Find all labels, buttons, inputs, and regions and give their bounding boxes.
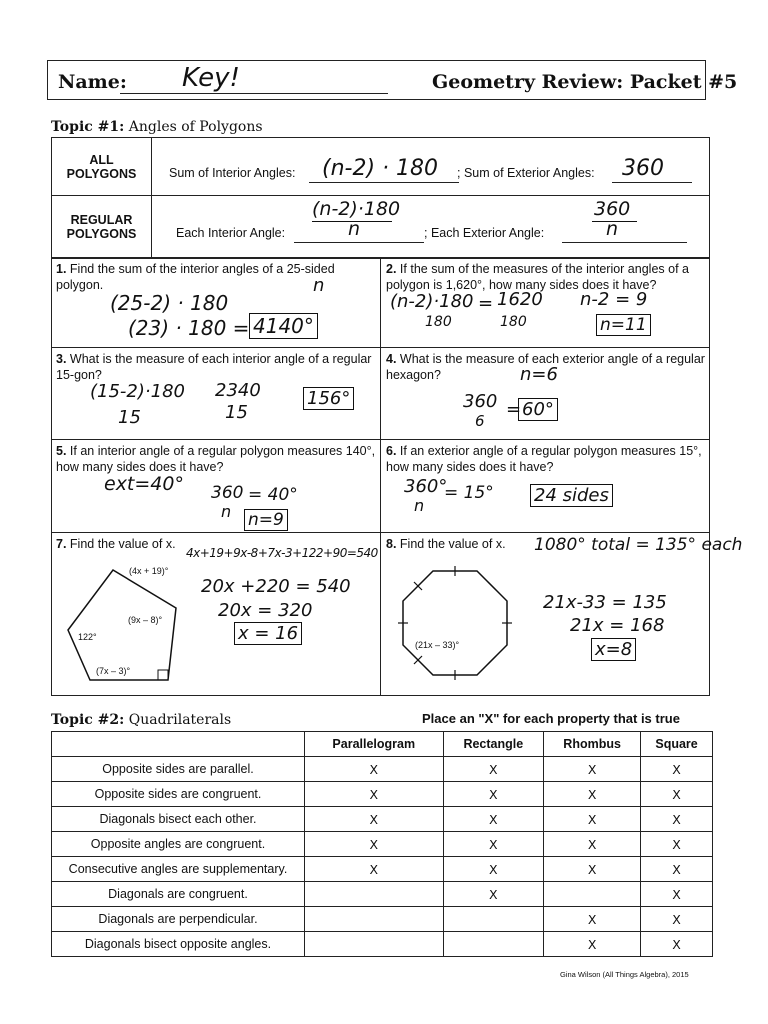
mark-cell: X xyxy=(641,832,713,857)
problem-7-text: Find the value of x. xyxy=(69,537,176,551)
problem-3-work-num: (15-2)·180 xyxy=(90,381,185,402)
problem-2-work-num: (n-2)·180 xyxy=(390,291,474,312)
property-label: Opposite sides are congruent. xyxy=(52,782,305,807)
mark-cell xyxy=(305,932,444,957)
problem-2-answer: n=11 xyxy=(596,314,651,336)
mark-cell: X xyxy=(641,857,713,882)
problem-7-label-c: 122° xyxy=(78,632,97,642)
page-title: Geometry Review: Packet #5 xyxy=(432,71,738,93)
sum-exterior-label: ; Sum of Exterior Angles: xyxy=(457,166,595,180)
topic2-title: Quadrilaterals xyxy=(124,712,232,728)
mark-cell: X xyxy=(544,907,641,932)
column-header-rectangle: Rectangle xyxy=(443,732,544,757)
problem-3-answer: 156° xyxy=(303,387,354,410)
mark-cell: X xyxy=(641,882,713,907)
problem-8-prompt xyxy=(386,536,536,552)
problem-6-answer: 24 sides xyxy=(530,484,613,507)
problem-6-number: 6. xyxy=(386,444,397,458)
mark-cell: X xyxy=(443,832,544,857)
mark-cell: X xyxy=(305,832,444,857)
topic1-title: Angles of Polygons xyxy=(124,119,263,135)
problem-2-work-den: 180 xyxy=(425,314,452,330)
problem-6-work-eq: = 15° xyxy=(444,483,494,503)
name-value: Key! xyxy=(182,63,240,93)
mark-cell: X xyxy=(443,807,544,832)
property-label: Diagonals are congruent. xyxy=(52,882,305,907)
problem-1-work-line2: (23) · 180 = xyxy=(128,316,250,340)
problem-1-work-n: n xyxy=(313,275,325,296)
mark-cell: X xyxy=(305,782,444,807)
problem-5-prompt xyxy=(56,443,376,475)
problem-2-work-step: n-2 = 9 xyxy=(580,289,648,310)
mark-cell: X xyxy=(443,757,544,782)
all-polygons-formulas xyxy=(152,138,710,196)
topic1-heading xyxy=(51,119,263,135)
mark-cell xyxy=(443,907,544,932)
problem-3-text: What is the measure of each interior angle of a regular 15-gon? xyxy=(56,352,372,382)
mark-cell: X xyxy=(443,782,544,807)
topic2-label: Topic #2: xyxy=(51,712,125,728)
problem-8-label: (21x – 33)° xyxy=(415,640,460,650)
mark-cell: X xyxy=(544,807,641,832)
problem-8-octagon xyxy=(395,565,515,683)
polygon-formulas-table xyxy=(51,137,710,258)
problem-8-work-line2: 21x-33 = 135 xyxy=(543,592,667,613)
mark-cell: X xyxy=(641,757,713,782)
problem-4-text: What is the measure of each exterior angle of a regular hexagon? xyxy=(386,352,705,382)
mark-cell: X xyxy=(641,807,713,832)
problem-7-label-a: (4x + 19)° xyxy=(129,566,169,576)
name-label: Name: xyxy=(58,71,127,93)
problem-2-prompt xyxy=(386,261,708,293)
column-header-parallelogram: Parallelogram xyxy=(305,732,444,757)
problem-5-work-den: n xyxy=(221,502,232,521)
regular-polygons-formulas xyxy=(152,196,710,258)
problem-6-work-num: 360° xyxy=(404,476,448,497)
column-header-square: Square xyxy=(641,732,713,757)
mark-cell: X xyxy=(641,932,713,957)
mark-cell: X xyxy=(544,757,641,782)
problem-5-answer: n=9 xyxy=(244,509,288,531)
problem-1-text: Find the sum of the interior angles of a 25-sided polygon. xyxy=(56,262,335,292)
problem-7-label-d: (7x – 3)° xyxy=(96,666,131,676)
problem-7-work-line1: 4x+19+9x-8+7x-3+122+90=540 xyxy=(186,546,378,560)
each-exterior-label: ; Each Exterior Angle: xyxy=(424,226,545,240)
sum-interior-label: Sum of Interior Angles: xyxy=(169,166,296,180)
each-interior-label: Each Interior Angle: xyxy=(176,226,286,240)
regular-polygons-label: REGULAR POLYGONS xyxy=(66,212,137,241)
problem-7-label-b: (9x – 8)° xyxy=(128,615,163,625)
problem-4-work-eq: = xyxy=(506,399,522,420)
problem-8-answer: x=8 xyxy=(591,638,636,661)
mark-cell: X xyxy=(544,832,641,857)
problem-7-answer: x = 16 xyxy=(234,622,302,645)
sum-exterior-value: 360 xyxy=(622,156,664,181)
problem-4-work-num: 360 xyxy=(463,391,498,412)
mark-cell: X xyxy=(544,782,641,807)
topic2-instruction: Place an "X" for each property that is true xyxy=(422,711,680,726)
problem-4-answer: 60° xyxy=(518,398,558,421)
problem-8-text: Find the value of x. xyxy=(399,537,506,551)
property-label: Diagonals are perpendicular. xyxy=(52,907,305,932)
table-row xyxy=(52,757,713,782)
mark-cell: X xyxy=(305,857,444,882)
problem-1-prompt xyxy=(56,261,376,293)
sum-interior-line xyxy=(309,182,459,183)
name-line xyxy=(120,93,388,94)
table-row xyxy=(52,807,713,832)
problem-3-prompt xyxy=(56,351,376,383)
mark-cell: X xyxy=(443,882,544,907)
problem-8-work-line1: 1080° total = 135° each xyxy=(534,535,743,555)
mark-cell xyxy=(305,882,444,907)
property-label: Opposite angles are congruent. xyxy=(52,832,305,857)
problem-8-number: 8. xyxy=(386,537,397,551)
sum-exterior-line xyxy=(612,182,692,183)
problem-1-work-line1: (25-2) · 180 xyxy=(110,291,229,315)
problem-6-work-den: n xyxy=(414,496,425,515)
problem-5-text: If an interior angle of a regular polygon measures 140°, how many sides does it have? xyxy=(56,444,376,474)
mark-cell: X xyxy=(305,807,444,832)
problem-4-work-n: n=6 xyxy=(520,364,558,385)
credit-line: Gina Wilson (All Things Algebra), 2015 xyxy=(560,970,689,979)
mark-cell: X xyxy=(544,932,641,957)
each-exterior-denominator: n xyxy=(606,218,619,240)
problem-3-work-2340: 2340 xyxy=(215,380,261,401)
problem-2-text: If the sum of the measures of the interior angles of a polygon is 1,620°, how many sides does it have? xyxy=(386,262,689,292)
table-row xyxy=(52,932,713,957)
problem-2-number: 2. xyxy=(386,262,397,276)
mark-cell: X xyxy=(544,857,641,882)
each-exterior-line xyxy=(562,242,687,243)
grid-divider-row-3 xyxy=(51,532,710,533)
column-header-rhombus: Rhombus xyxy=(544,732,641,757)
each-interior-numerator: (n-2)·180 xyxy=(312,198,401,220)
mark-cell: X xyxy=(305,757,444,782)
problem-8-work-line3: 21x = 168 xyxy=(570,615,665,636)
problem-5-work-ext: ext=40° xyxy=(104,473,184,495)
each-interior-denominator: n xyxy=(348,218,361,240)
problem-2-work-eq: = xyxy=(478,293,494,314)
mark-cell: X xyxy=(641,907,713,932)
problem-4-work-den: 6 xyxy=(475,412,485,430)
regular-polygons-cell xyxy=(52,196,152,258)
problem-3-number: 3. xyxy=(56,352,67,366)
table-row xyxy=(52,832,713,857)
property-label: Diagonals bisect opposite angles. xyxy=(52,932,305,957)
mark-cell xyxy=(544,882,641,907)
grid-divider-vertical xyxy=(380,258,381,696)
table-row xyxy=(52,782,713,807)
problem-6-text: If an exterior angle of a regular polygon measures 15°, how many sides does it have? xyxy=(386,444,702,474)
mark-cell: X xyxy=(641,782,713,807)
topic1-label: Topic #1: xyxy=(51,119,125,135)
quadrilateral-properties-table xyxy=(51,731,713,957)
problem-3-work-den: 15 xyxy=(118,407,141,428)
table-row xyxy=(52,882,713,907)
problem-1-number: 1. xyxy=(56,262,67,276)
topic2-heading xyxy=(51,712,231,728)
problem-2-work-1620: 1620 xyxy=(497,289,543,310)
all-polygons-label: ALL POLYGONS xyxy=(66,152,137,181)
table-header-blank xyxy=(52,732,305,757)
property-label: Consecutive angles are supplementary. xyxy=(52,857,305,882)
problem-2-work-180: 180 xyxy=(500,314,527,330)
problem-7-work-line3: 20x = 320 xyxy=(218,600,313,621)
problem-7-number: 7. xyxy=(56,537,67,551)
grid-divider-row-2 xyxy=(51,439,710,440)
mark-cell: X xyxy=(443,857,544,882)
problem-3-work-15: 15 xyxy=(225,402,248,423)
all-polygons-cell xyxy=(52,138,152,196)
grid-divider-row-1 xyxy=(51,347,710,348)
problem-5-work-eq: = 40° xyxy=(248,485,298,505)
property-label: Opposite sides are parallel. xyxy=(52,757,305,782)
sum-interior-value: (n-2) · 180 xyxy=(322,156,439,181)
mark-cell xyxy=(305,907,444,932)
each-interior-line xyxy=(294,242,424,243)
table-row xyxy=(52,857,713,882)
property-label: Diagonals bisect each other. xyxy=(52,807,305,832)
problem-7-work-line2: 20x +220 = 540 xyxy=(201,576,351,597)
each-exterior-numerator: 360 xyxy=(594,198,631,220)
problem-1-answer: 4140° xyxy=(249,313,318,339)
table-row xyxy=(52,907,713,932)
table-header-row xyxy=(52,732,713,757)
problem-6-prompt xyxy=(386,443,708,475)
problem-5-work-num: 360 xyxy=(211,483,244,503)
mark-cell xyxy=(443,932,544,957)
problem-5-number: 5. xyxy=(56,444,67,458)
problem-4-number: 4. xyxy=(386,352,397,366)
